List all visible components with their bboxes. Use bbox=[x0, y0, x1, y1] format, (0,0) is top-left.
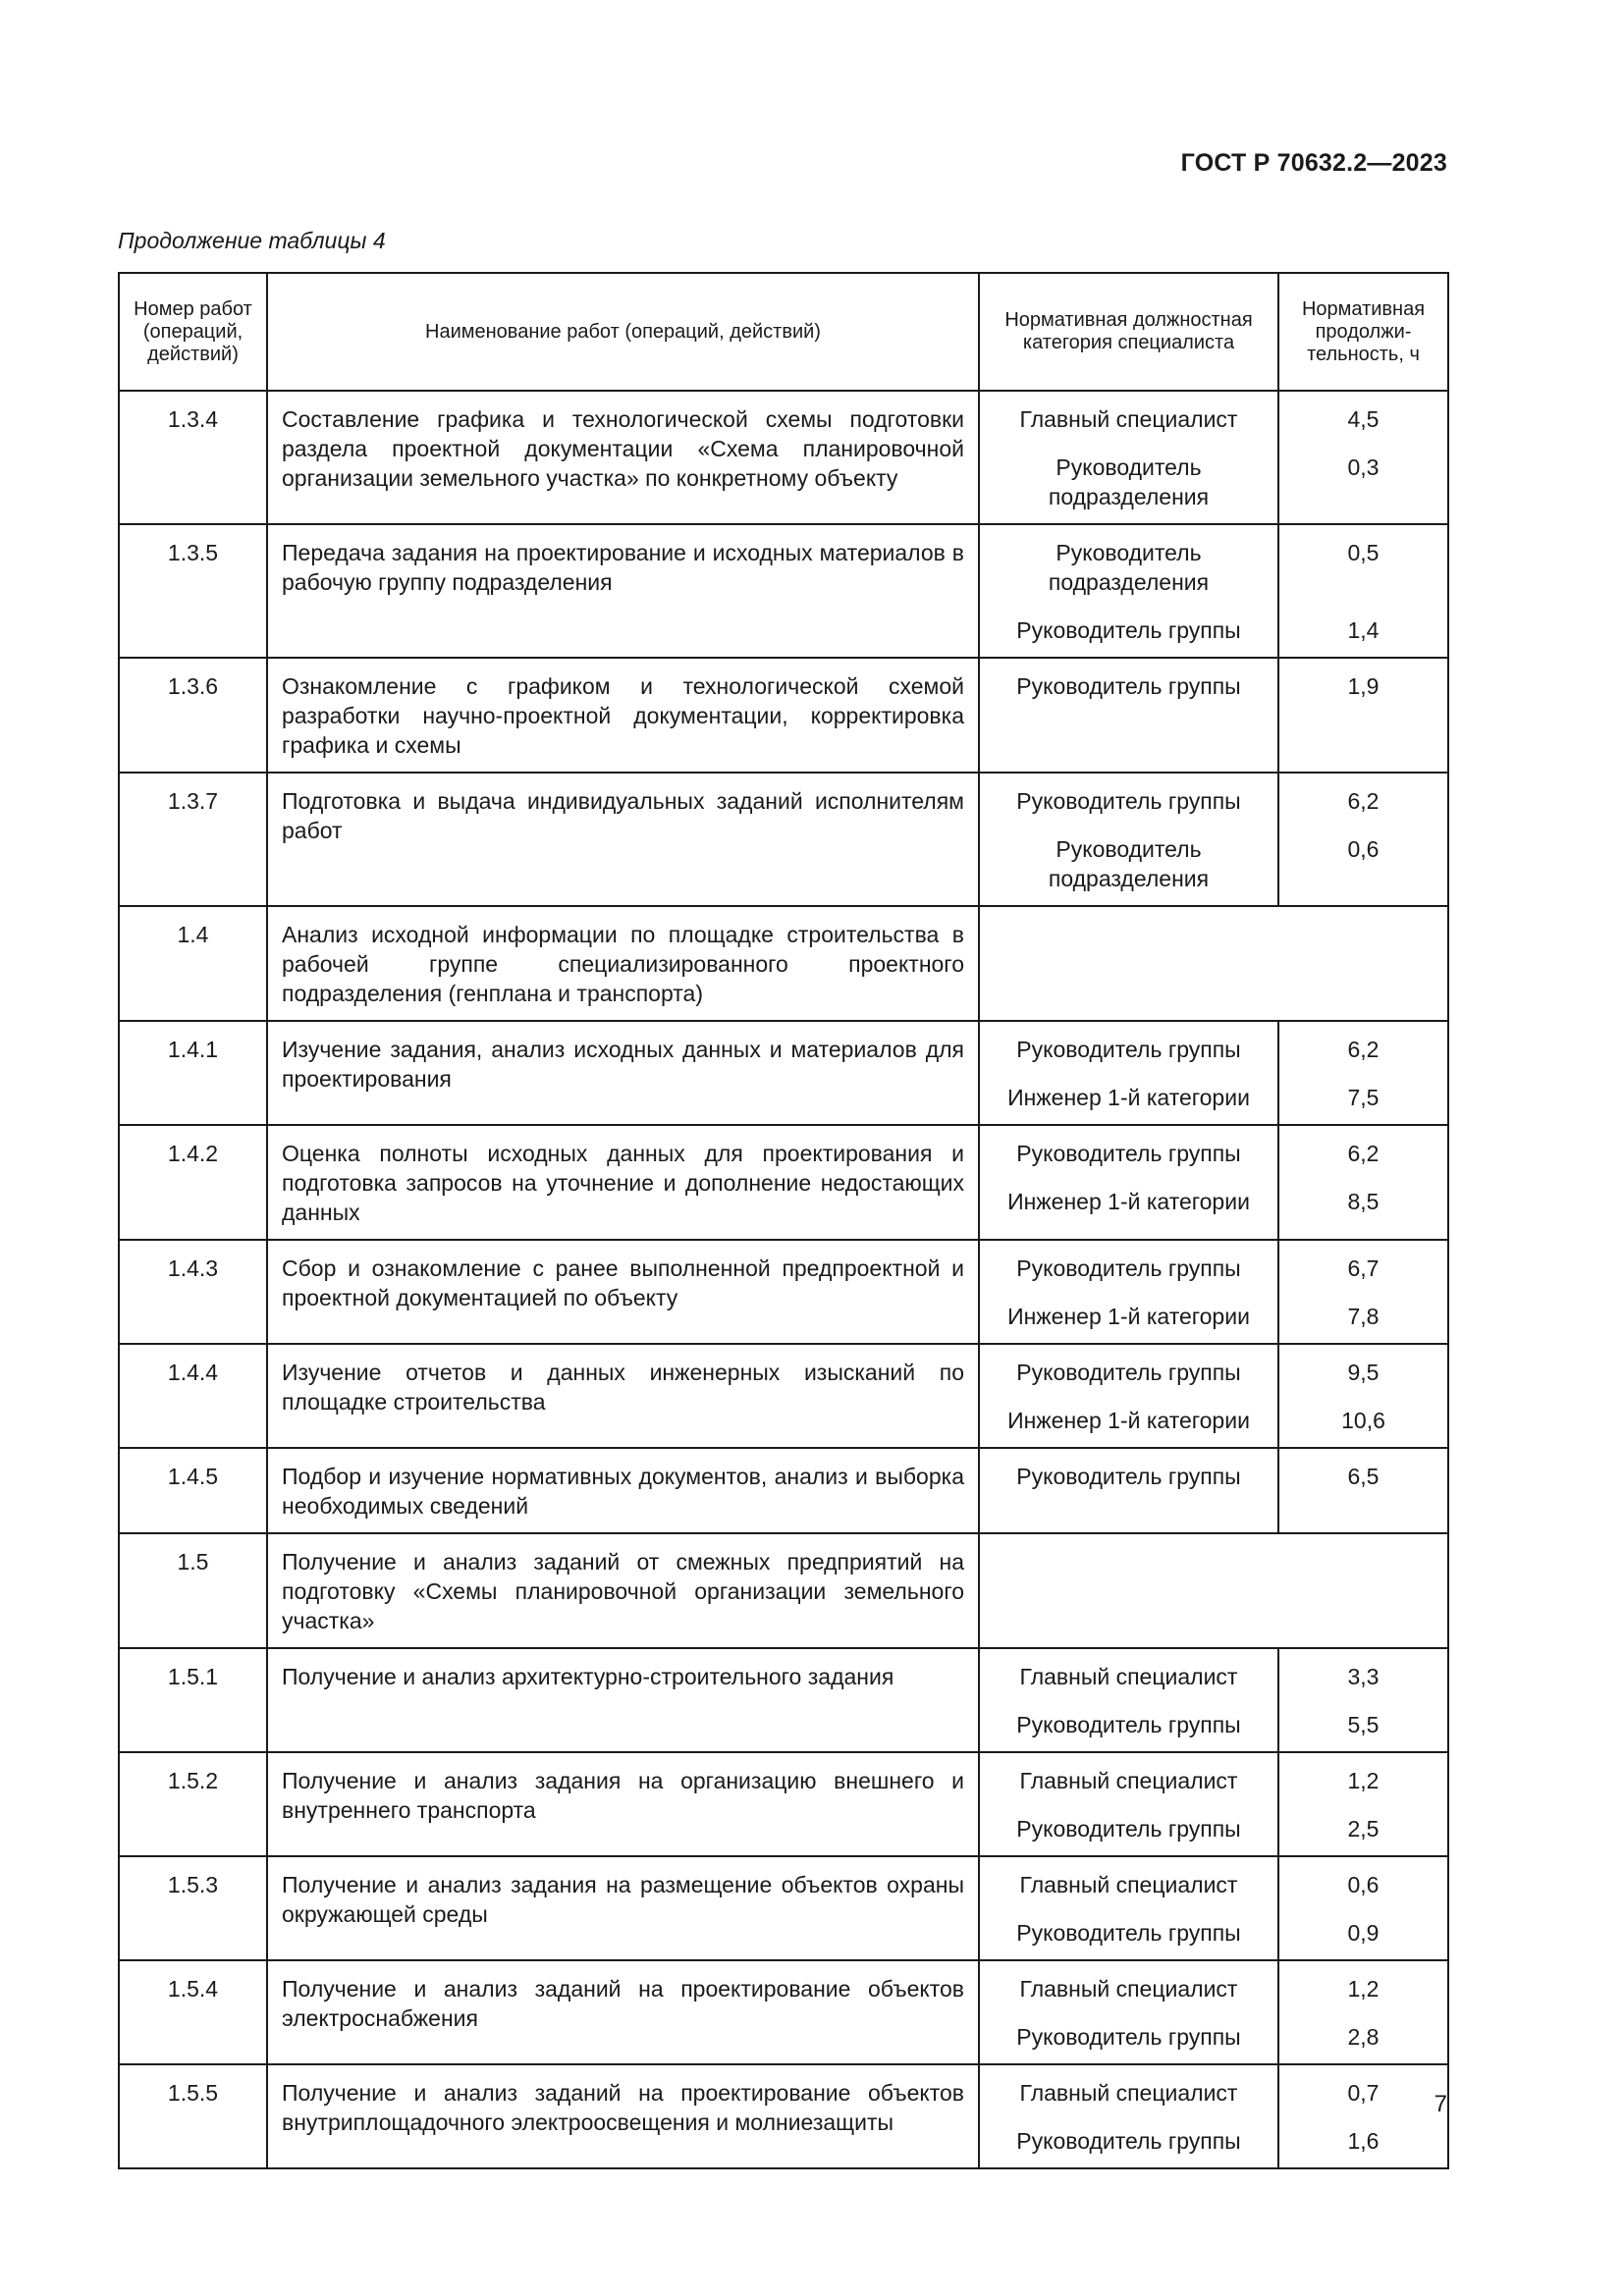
specialist-category: Руководитель группы bbox=[1016, 673, 1241, 699]
specialist-category: Руководитель подразделения bbox=[1048, 454, 1210, 509]
duration-value: 1,6 bbox=[1347, 2128, 1380, 2154]
duration-cell bbox=[1278, 1344, 1448, 1448]
work-number: 1.4.1 bbox=[119, 1021, 267, 1125]
work-name: Получение и анализ заданий на проектирование объектов электроснабжения bbox=[267, 1960, 979, 2064]
works-table bbox=[118, 272, 1449, 2169]
duration-value: 0,5 bbox=[1347, 540, 1380, 565]
duration-value: 6,5 bbox=[1347, 1464, 1380, 1489]
duration-value: 9,5 bbox=[1347, 1360, 1380, 1385]
table-caption: Продолжение таблицы 4 bbox=[118, 228, 386, 253]
work-number: 1.4.2 bbox=[119, 1125, 267, 1240]
specialist-category-cell bbox=[979, 1021, 1278, 1125]
duration-value: 0,3 bbox=[1347, 454, 1380, 480]
specialist-category: Руководитель группы bbox=[1016, 1464, 1241, 1489]
duration-value: 4,5 bbox=[1347, 406, 1380, 432]
duration-value: 3,3 bbox=[1347, 1664, 1380, 1689]
specialist-category-cell bbox=[979, 1960, 1278, 2064]
specialist-category: Руководитель группы bbox=[1016, 1712, 1241, 1737]
specialist-category: Главный специалист bbox=[1019, 1872, 1238, 1897]
table-header-row bbox=[119, 273, 1448, 391]
duration-value: 6,2 bbox=[1347, 1141, 1380, 1166]
work-number: 1.4.5 bbox=[119, 1448, 267, 1533]
table-row bbox=[119, 1125, 1448, 1240]
work-number: 1.3.5 bbox=[119, 524, 267, 658]
table-row bbox=[119, 2064, 1448, 2168]
duration-value: 1,2 bbox=[1347, 1976, 1380, 2002]
work-name: Оценка полноты исходных данных для проектирования и подготовка запросов на уточнение и дополнение недостающих данных bbox=[267, 1125, 979, 1240]
column-header-name: Наименование работ (операций, действий) bbox=[267, 273, 979, 391]
specialist-category-cell bbox=[979, 1448, 1278, 1533]
specialist-category: Руководитель подразделения bbox=[1048, 540, 1210, 595]
work-number: 1.5.2 bbox=[119, 1752, 267, 1856]
duration-cell bbox=[1278, 1856, 1448, 1960]
duration-value: 1,9 bbox=[1347, 673, 1380, 699]
duration-value: 6,7 bbox=[1347, 1255, 1380, 1281]
specialist-category: Инженер 1-й категории bbox=[1007, 1085, 1250, 1110]
work-name: Передача задания на проектирование и исходных материалов в рабочую группу подразделения bbox=[267, 524, 979, 658]
specialist-category-cell bbox=[979, 658, 1278, 773]
specialist-category: Главный специалист bbox=[1019, 1768, 1238, 1793]
duration-value: 0,6 bbox=[1347, 836, 1380, 862]
duration-value: 1,2 bbox=[1347, 1768, 1380, 1793]
duration-value: 0,6 bbox=[1347, 1872, 1380, 1897]
table-row bbox=[119, 1344, 1448, 1448]
work-number: 1.4.3 bbox=[119, 1240, 267, 1344]
work-name: Получение и анализ заданий от смежных предприятий на подготовку «Схемы планировочной организации земельного участка» bbox=[267, 1533, 979, 1648]
work-number: 1.3.6 bbox=[119, 658, 267, 773]
specialist-category: Руководитель группы bbox=[1016, 2128, 1241, 2154]
duration-value: 6,2 bbox=[1347, 788, 1380, 814]
specialist-category-cell bbox=[979, 1856, 1278, 1960]
duration-cell bbox=[1278, 773, 1448, 906]
duration-value: 0,9 bbox=[1347, 1920, 1380, 1946]
work-number: 1.4.4 bbox=[119, 1344, 267, 1448]
duration-cell bbox=[1278, 1125, 1448, 1240]
table-row bbox=[119, 1021, 1448, 1125]
duration-value: 0,7 bbox=[1347, 2080, 1380, 2106]
column-header-number: Номер работ (операций, действий) bbox=[119, 273, 267, 391]
duration-value: 2,5 bbox=[1347, 1816, 1380, 1842]
specialist-category: Главный специалист bbox=[1019, 1664, 1238, 1689]
table-row bbox=[119, 1856, 1448, 1960]
duration-cell bbox=[1278, 1448, 1448, 1533]
specialist-category: Руководитель подразделения bbox=[1048, 836, 1210, 891]
table-body bbox=[119, 391, 1448, 2168]
duration-value: 1,4 bbox=[1347, 617, 1380, 643]
work-name: Получение и анализ задания на организацию внешнего и внутреннего транспорта bbox=[267, 1752, 979, 1856]
table-row bbox=[119, 1240, 1448, 1344]
duration-value: 10,6 bbox=[1341, 1408, 1385, 1433]
page-number: 7 bbox=[1434, 2091, 1447, 2117]
specialist-category-cell bbox=[979, 2064, 1278, 2168]
duration-cell bbox=[1278, 1021, 1448, 1125]
duration-value: 7,8 bbox=[1347, 1304, 1380, 1329]
specialist-category: Руководитель группы bbox=[1016, 2024, 1241, 2050]
duration-cell bbox=[1278, 2064, 1448, 2168]
work-number: 1.5.5 bbox=[119, 2064, 267, 2168]
work-name: Анализ исходной информации по площадке строительства в рабочей группе специализированного проектного подразделения (генплана и транспорта) bbox=[267, 906, 979, 1021]
work-name: Ознакомление с графиком и технологической схемой разработки научно-проектной документации, корректировка графика и схемы bbox=[267, 658, 979, 773]
document-code: ГОСТ Р 70632.2—2023 bbox=[1180, 149, 1447, 177]
duration-cell bbox=[1278, 391, 1448, 524]
table-row bbox=[119, 1533, 1448, 1648]
specialist-category: Инженер 1-й категории bbox=[1007, 1304, 1250, 1329]
empty-cell bbox=[979, 906, 1448, 1021]
table-row bbox=[119, 1648, 1448, 1752]
specialist-category-cell bbox=[979, 1344, 1278, 1448]
specialist-category: Главный специалист bbox=[1019, 406, 1238, 432]
table-row bbox=[119, 773, 1448, 906]
work-number: 1.5.4 bbox=[119, 1960, 267, 2064]
specialist-category: Руководитель группы bbox=[1016, 1360, 1241, 1385]
work-name: Изучение задания, анализ исходных данных и материалов для проектирования bbox=[267, 1021, 979, 1125]
specialist-category: Главный специалист bbox=[1019, 2080, 1238, 2106]
work-name: Сбор и ознакомление с ранее выполненной предпроектной и проектной документацией по объекту bbox=[267, 1240, 979, 1344]
work-number: 1.3.7 bbox=[119, 773, 267, 906]
specialist-category: Руководитель группы bbox=[1016, 1920, 1241, 1946]
specialist-category: Руководитель группы bbox=[1016, 1141, 1241, 1166]
duration-cell bbox=[1278, 1752, 1448, 1856]
work-number: 1.5.3 bbox=[119, 1856, 267, 1960]
work-number: 1.5 bbox=[119, 1533, 267, 1648]
duration-value: 6,2 bbox=[1347, 1037, 1380, 1062]
specialist-category: Инженер 1-й категории bbox=[1007, 1189, 1250, 1214]
duration-cell bbox=[1278, 1648, 1448, 1752]
specialist-category-cell bbox=[979, 1752, 1278, 1856]
specialist-category: Главный специалист bbox=[1019, 1976, 1238, 2002]
work-name: Подготовка и выдача индивидуальных заданий исполнителям работ bbox=[267, 773, 979, 906]
column-header-duration: Нормативная продолжи-тельность, ч bbox=[1278, 273, 1448, 391]
work-number: 1.5.1 bbox=[119, 1648, 267, 1752]
duration-value: 5,5 bbox=[1347, 1712, 1380, 1737]
specialist-category: Инженер 1-й категории bbox=[1007, 1408, 1250, 1433]
duration-value: 8,5 bbox=[1347, 1189, 1380, 1214]
table-row bbox=[119, 658, 1448, 773]
duration-value: 2,8 bbox=[1347, 2024, 1380, 2050]
specialist-category-cell bbox=[979, 1240, 1278, 1344]
duration-cell bbox=[1278, 658, 1448, 773]
work-name: Получение и анализ задания на размещение объектов охраны окружающей среды bbox=[267, 1856, 979, 1960]
duration-value: 7,5 bbox=[1347, 1085, 1380, 1110]
work-number: 1.4 bbox=[119, 906, 267, 1021]
column-header-role: Нормативная должностная категория специалиста bbox=[979, 273, 1278, 391]
specialist-category: Руководитель группы bbox=[1016, 1037, 1241, 1062]
work-name: Получение и анализ заданий на проектирование объектов внутриплощадочного электроосвещения и молниезащиты bbox=[267, 2064, 979, 2168]
specialist-category-cell bbox=[979, 1648, 1278, 1752]
empty-cell bbox=[979, 1533, 1448, 1648]
table-row bbox=[119, 391, 1448, 524]
duration-cell bbox=[1278, 1960, 1448, 2064]
specialist-category: Руководитель группы bbox=[1016, 788, 1241, 814]
table-row bbox=[119, 1448, 1448, 1533]
work-number: 1.3.4 bbox=[119, 391, 267, 524]
work-name: Подбор и изучение нормативных документов, анализ и выборка необходимых сведений bbox=[267, 1448, 979, 1533]
table-row bbox=[119, 906, 1448, 1021]
specialist-category: Руководитель группы bbox=[1016, 1255, 1241, 1281]
duration-cell bbox=[1278, 524, 1448, 658]
work-name: Получение и анализ архитектурно-строительного задания bbox=[267, 1648, 979, 1752]
specialist-category: Руководитель группы bbox=[1016, 617, 1241, 643]
specialist-category-cell bbox=[979, 391, 1278, 524]
table-row bbox=[119, 524, 1448, 658]
specialist-category-cell bbox=[979, 1125, 1278, 1240]
specialist-category: Руководитель группы bbox=[1016, 1816, 1241, 1842]
specialist-category-cell bbox=[979, 524, 1278, 658]
specialist-category-cell bbox=[979, 773, 1278, 906]
work-name: Составление графика и технологической схемы подготовки раздела проектной документации «Схема планировочной организации земельного участка» по конкретному объекту bbox=[267, 391, 979, 524]
table-row bbox=[119, 1960, 1448, 2064]
work-name: Изучение отчетов и данных инженерных изысканий по площадке строительства bbox=[267, 1344, 979, 1448]
duration-cell bbox=[1278, 1240, 1448, 1344]
table-row bbox=[119, 1752, 1448, 1856]
